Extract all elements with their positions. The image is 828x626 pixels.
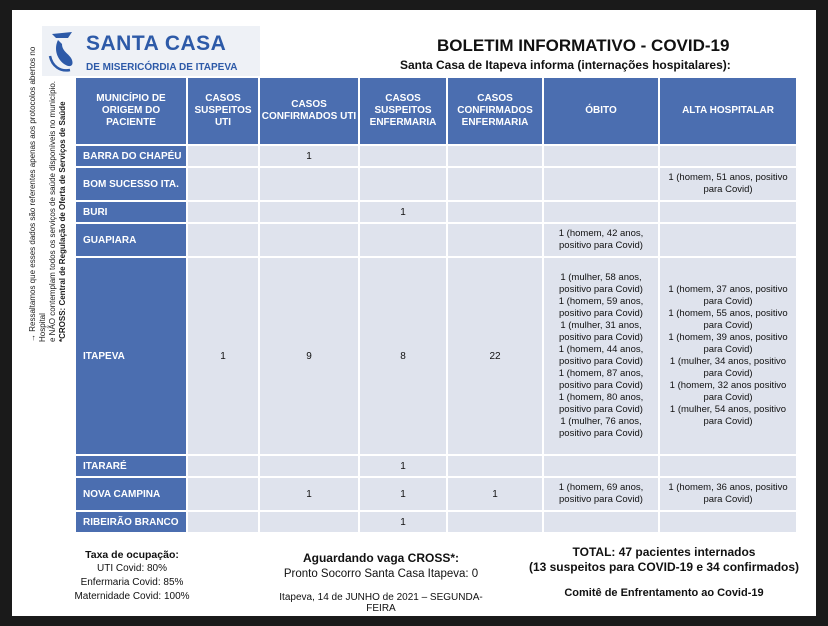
bulletin-date: Itapeva, 14 de JUNHO de 2021 – SEGUNDA-FEIRA [279, 592, 483, 614]
cell-suspeitos-uti [187, 455, 259, 477]
cell-municipio: RIBEIRÃO BRANCO [75, 511, 187, 533]
cell-suspeitos-enfermaria: 1 [359, 455, 447, 477]
cell-obito [543, 145, 659, 167]
cell-confirmados-enfermaria: 22 [447, 257, 543, 455]
obito-entry: 1 (mulher, 76 anos, positivo para Covid) [559, 416, 643, 439]
cell-alta [659, 201, 797, 223]
waiting-box [266, 550, 496, 614]
logo-title: SANTA CASA [86, 32, 227, 55]
cell-confirmados-enfermaria [447, 223, 543, 257]
alta-entry: 1 (homem, 37 anos, positivo para Covid) [668, 284, 788, 307]
cell-confirmados-uti [259, 167, 359, 201]
obito-entry: 1 (homem, 42 anos, positivo para Covid) [558, 228, 644, 251]
cell-confirmados-uti [259, 455, 359, 477]
cell-alta [659, 223, 797, 257]
cell-suspeitos-uti [187, 223, 259, 257]
cell-alta [659, 167, 797, 201]
occupancy-box [62, 548, 202, 604]
alta-entry: 1 (homem, 32 anos positivo para Covid) [669, 380, 787, 403]
table-body [75, 145, 797, 533]
obito-entry: 1 (homem, 80 anos, positivo para Covid) [558, 392, 644, 415]
cell-suspeitos-enfermaria [359, 223, 447, 257]
waiting-title: Aguardando vaga CROSS*: [302, 551, 460, 565]
table-header-row [75, 77, 797, 145]
cell-obito [543, 201, 659, 223]
cell-confirmados-uti [259, 223, 359, 257]
obito-entry: 1 (homem, 69 anos, positivo para Covid) [558, 482, 644, 505]
cell-suspeitos-enfermaria: 8 [359, 257, 447, 455]
cell-suspeitos-enfermaria [359, 145, 447, 167]
cell-suspeitos-enfermaria: 1 [359, 477, 447, 511]
cell-suspeitos-uti [187, 167, 259, 201]
cell-confirmados-uti [259, 201, 359, 223]
total-breakdown: (13 suspeitos para COVID-19 e 34 confirmados) [528, 560, 800, 574]
bulletin-page [12, 10, 816, 616]
obito-entry: 1 (homem, 44 anos, positivo para Covid) [558, 344, 644, 367]
cell-obito [543, 511, 659, 533]
column-header-suspeitos-enfermaria: CASOS SUSPEITOS ENFERMARIA [359, 77, 447, 145]
obito-entry: 1 (homem, 59 anos, positivo para Covid) [558, 296, 644, 319]
alta-entry: 1 (homem, 51 anos, positivo para Covid) [668, 172, 788, 195]
column-header-municipio: MUNICÍPIO DE ORIGEM DO PACIENTE [75, 77, 187, 145]
column-header-obito: ÓBITO [543, 77, 659, 145]
side-note [28, 42, 68, 342]
column-header-suspeitos-uti: CASOS SUSPEITOS UTI [187, 77, 259, 145]
side-note-line1: → Ressaltamos que esses dados são referentes apenas aos protocolos abertos no Hospital [28, 46, 47, 342]
cell-suspeitos-uti: 1 [187, 257, 259, 455]
cell-confirmados-enfermaria [447, 167, 543, 201]
bulletin-subtitle: Santa Casa de Itapeva informa (internações hospitalares): [400, 58, 731, 72]
cell-obito [543, 455, 659, 477]
table-row [75, 223, 797, 257]
cell-alta [659, 145, 797, 167]
cell-suspeitos-uti [187, 145, 259, 167]
cell-obito [543, 257, 659, 455]
cell-municipio: NOVA CAMPINA [75, 477, 187, 511]
table-row [75, 167, 797, 201]
cell-suspeitos-enfermaria: 1 [359, 201, 447, 223]
cell-municipio: BURI [75, 201, 187, 223]
cell-municipio: BARRA DO CHAPÉU [75, 145, 187, 167]
cell-confirmados-enfermaria [447, 201, 543, 223]
cell-obito [543, 477, 659, 511]
santa-casa-logo [42, 26, 260, 76]
alta-entry: 1 (homem, 39 anos, positivo para Covid) [668, 332, 788, 355]
cell-confirmados-uti: 1 [259, 477, 359, 511]
table-row [75, 257, 797, 455]
total-box [524, 545, 804, 599]
cell-alta [659, 477, 797, 511]
table-row [75, 477, 797, 511]
cell-municipio: ITAPEVA [75, 257, 187, 455]
occupancy-maternidade: Maternidade Covid: 100% [74, 591, 190, 602]
cell-obito [543, 223, 659, 257]
cell-confirmados-enfermaria [447, 511, 543, 533]
cases-table [74, 76, 798, 534]
cell-obito [543, 167, 659, 201]
committee-name: Comitê de Enfrentamento ao Covid-19 [564, 587, 764, 599]
cell-confirmados-uti: 1 [259, 145, 359, 167]
waiting-line: Pronto Socorro Santa Casa Itapeva: 0 [283, 568, 479, 580]
cell-suspeitos-uti [187, 201, 259, 223]
cell-alta [659, 455, 797, 477]
obito-entry: 1 (mulher, 58 anos, positivo para Covid) [559, 272, 643, 295]
cell-municipio: GUAPIARA [75, 223, 187, 257]
obito-entry: 1 (mulher, 31 anos, positivo para Covid) [559, 320, 643, 343]
cell-alta [659, 511, 797, 533]
cell-confirmados-enfermaria [447, 145, 543, 167]
alta-entry: 1 (homem, 55 anos, positivo para Covid) [668, 308, 788, 331]
cell-confirmados-enfermaria [447, 455, 543, 477]
table-row [75, 145, 797, 167]
column-header-confirmados-uti: CASOS CONFIRMADOS UTI [259, 77, 359, 145]
side-note-line3: *CROSS: Central de Regulação de Oferta de Serviços de Saúde [58, 101, 67, 342]
alta-entry: 1 (mulher, 54 anos, positivo para Covid) [669, 404, 787, 427]
table-row [75, 201, 797, 223]
alta-entry: 1 (homem, 36 anos, positivo para Covid) [668, 482, 788, 505]
total-title: TOTAL: 47 pacientes internados [572, 545, 756, 559]
cell-alta [659, 257, 797, 455]
cell-municipio: BOM SUCESSO ITA. [75, 167, 187, 201]
cell-confirmados-enfermaria: 1 [447, 477, 543, 511]
cell-suspeitos-enfermaria: 1 [359, 511, 447, 533]
occupancy-uti: UTI Covid: 80% [96, 563, 168, 574]
column-header-confirmados-enfermaria: CASOS CONFIRMADOS ENFERMARIA [447, 77, 543, 145]
cell-suspeitos-uti [187, 477, 259, 511]
alta-entry: 1 (mulher, 34 anos, positivo para Covid) [669, 356, 787, 379]
occupancy-title: Taxa de ocupação: [85, 549, 179, 561]
cell-municipio: ITARARÉ [75, 455, 187, 477]
cell-suspeitos-enfermaria [359, 167, 447, 201]
bulletin-title: BOLETIM INFORMATIVO - COVID-19 [437, 36, 730, 55]
table-row [75, 455, 797, 477]
obito-entry: 1 (homem, 87 anos, positivo para Covid) [558, 368, 644, 391]
column-header-alta: ALTA HOSPITALAR [659, 77, 797, 145]
table-row [75, 511, 797, 533]
occupancy-enfermaria: Enfermaria Covid: 85% [80, 577, 184, 588]
side-note-line2: e NÃO contemplam todos os serviços de saúde disponíveis no município. [48, 80, 57, 342]
cell-confirmados-uti: 9 [259, 257, 359, 455]
cell-confirmados-uti [259, 511, 359, 533]
logo-subtitle: DE MISERICÓRDIA DE ITAPEVA [86, 62, 238, 73]
cell-suspeitos-uti [187, 511, 259, 533]
